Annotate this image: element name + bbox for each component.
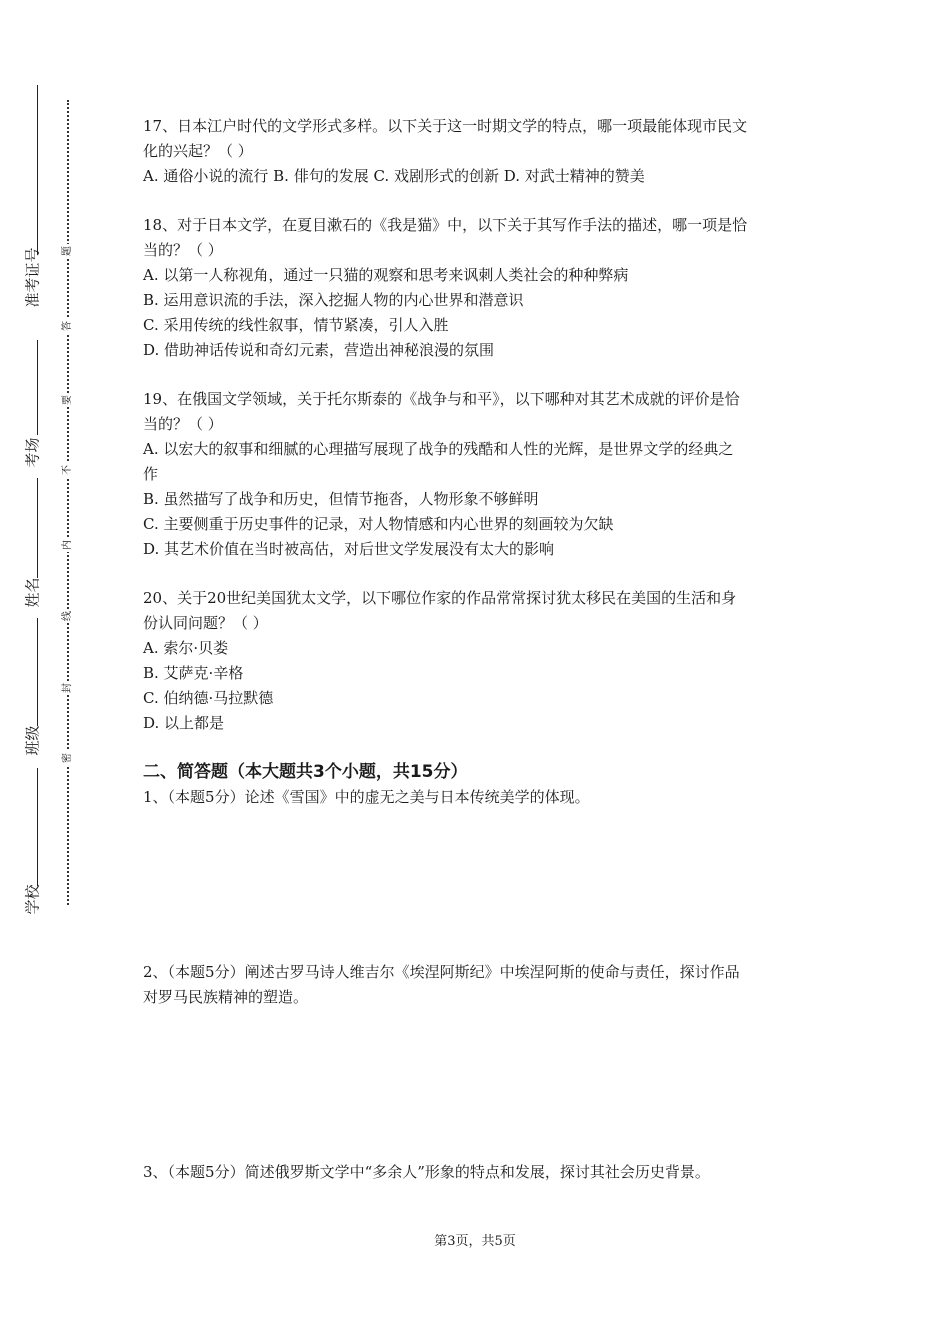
seal-mark: 要 <box>60 393 76 407</box>
option-d: D. 借助神话传说和奇幻元素，营造出神秘浪漫的氛围 <box>143 341 495 359</box>
question-17 <box>143 114 813 189</box>
question-text: 3、（本题5分）简述俄罗斯文学中“多余人”形象的特点和发展，探讨其社会历史背景。 <box>143 1163 710 1181</box>
question-text: 1、（本题5分）论述《雪国》中的虚无之美与日本传统美学的体现。 <box>143 788 590 806</box>
margin-line <box>37 340 38 435</box>
question-18 <box>143 213 813 363</box>
question-text: 19、在俄国文学领域，关于托尔斯泰的《战争与和平》，以下哪种对其艺术成就的评价是恰 <box>143 390 740 408</box>
option-b: B. 虽然描写了战争和历史，但情节拖沓，人物形象不够鲜明 <box>143 490 539 508</box>
margin-line <box>37 618 38 726</box>
question-text: 18、对于日本文学，在夏目漱石的《我是猫》中，以下关于其写作手法的描述，哪一项是恰 <box>143 216 748 234</box>
option-a-cont: 作 <box>143 465 159 483</box>
option-c: C. 采用传统的线性叙事，情节紧凑，引人入胜 <box>143 316 449 334</box>
question-text: 17、日本江户时代的文学形式多样。以下关于这一时期文学的特点，哪一项最能体现市民文 <box>143 117 748 135</box>
option-a: A. 以宏大的叙事和细腻的心理描写展现了战争的残酷和人性的光辉，是世界文学的经典之 <box>143 440 734 458</box>
question-20 <box>143 586 813 736</box>
page-number: 第3页，共5页 <box>434 1234 516 1249</box>
question-text: 20、关于20世纪美国犹太文学，以下哪位作家的作品常常探讨犹太移民在美国的生活和身 <box>143 589 737 607</box>
seal-mark: 密 <box>60 751 76 765</box>
option-a: A. 索尔·贝娄 <box>143 639 229 657</box>
question-options: A. 通俗小说的流行 B. 俳句的发展 C. 戏剧形式的创新 D. 对武士精神的赞美 <box>143 167 645 185</box>
question-text: 份认同问题？（ ） <box>143 614 268 632</box>
question-text: 化的兴起？（ ） <box>143 142 253 160</box>
seal-mark: 题 <box>60 244 76 258</box>
section-title: 二、简答题（本大题共3个小题，共15分） <box>143 762 468 782</box>
binding-margin <box>0 0 90 1344</box>
question-text: 当的？（ ） <box>143 241 223 259</box>
option-c: C. 主要侧重于历史事件的记录，对人物情感和内心世界的刻画较为欠缺 <box>143 515 614 533</box>
margin-line <box>37 768 38 886</box>
field-name: 姓名 <box>23 577 42 608</box>
field-class: 班级 <box>23 725 42 756</box>
seal-mark: 内 <box>60 538 76 552</box>
question-19 <box>143 387 813 562</box>
short-answer-2 <box>143 960 813 1160</box>
option-b: B. 运用意识流的手法，深入挖掘人物的内心世界和潜意识 <box>143 291 524 309</box>
seal-mark: 答 <box>60 319 76 333</box>
short-answer-3 <box>143 1160 813 1185</box>
option-b: B. 艾萨克·辛格 <box>143 664 244 682</box>
option-d: D. 其艺术价值在当时被高估，对后世文学发展没有太大的影响 <box>143 540 555 558</box>
field-exam-id: 准考证号 <box>23 247 42 308</box>
option-c: C. 伯纳德·马拉默德 <box>143 689 274 707</box>
seal-mark: 不 <box>60 463 76 477</box>
option-d: D. 以上都是 <box>143 714 225 732</box>
seal-line <box>67 100 69 905</box>
question-text: 对罗马民族精神的塑造。 <box>143 988 309 1006</box>
seal-mark: 线 <box>60 609 76 623</box>
margin-line <box>37 478 38 578</box>
exam-content <box>143 114 813 1185</box>
margin-line <box>37 85 38 255</box>
seal-mark: 封 <box>60 681 76 695</box>
field-school: 学校 <box>23 884 42 915</box>
short-answer-1 <box>143 785 813 960</box>
field-exam-room: 考场 <box>23 437 42 468</box>
option-a: A. 以第一人称视角，通过一只猫的观察和思考来讽刺人类社会的种种弊病 <box>143 266 629 284</box>
question-text: 2、（本题5分）阐述古罗马诗人维吉尔《埃涅阿斯纪》中埃涅阿斯的使命与责任，探讨作品 <box>143 963 740 981</box>
question-text: 当的？（ ） <box>143 415 223 433</box>
